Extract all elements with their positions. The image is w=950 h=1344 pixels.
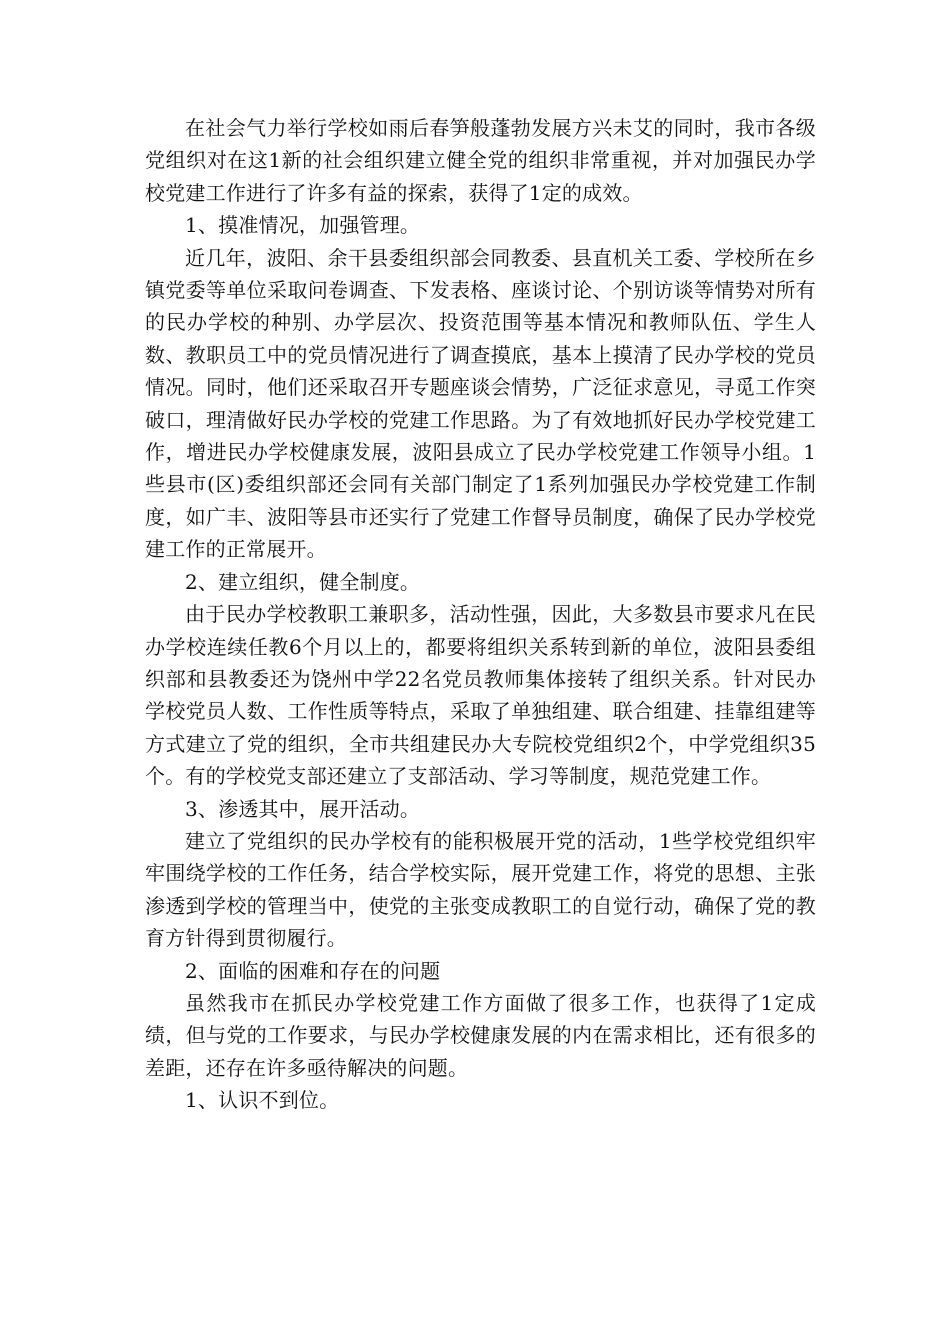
section-heading-problems: 2、面临的困难和存在的问题: [185, 958, 441, 983]
section-heading-1: 1、摸准情况，加强管理。: [185, 213, 421, 238]
paragraph-problems: 虽然我市在抓民办学校党建工作方面做了很多工作，也获得了1定成绩，但与党的工作要求，与民办学校健康发展的内在需求相比，还有很多的差距，还存在许多亟待解决的问题。: [145, 990, 816, 1080]
section-heading-awareness: 1、认识不到位。: [185, 1088, 340, 1113]
section-heading-3: 3、渗透其中，展开活动。: [185, 796, 421, 821]
paragraph-intro: 在社会气力举行学校如雨后春笋般蓬勃发展方兴未艾的同时，我市各级党组织对在这1新的社会组织建立健全党的组织非常重视，并对加强民办学校党建工作进行了许多有益的探索，获得了1定的成效。: [145, 116, 816, 205]
paragraph-survey: 近几年，波阳、余干县委组织部会同教委、县直机关工委、学校所在乡镇党委等单位采取问卷调查、下发表格、座谈讨论、个别访谈等情势对所有的民办学校的种别、办学层次、投资范围等基本情况和教师队伍、学生人数、教职员工中的党员情况进行了调查摸底，基本上摸清了民办学校的党员情况。同时，他们还采取召开专题座谈会情势，广泛征求意见，寻觅工作突破口，理清做好民办学校的党建工作思路。为了有效地抓好民办学校党建工作，增进民办学校健康发展，波阳县成立了民办学校党建工作领导小组。1些县市(区)委组织部还会同有关部门制定了1系列加强民办学校党建工作制度，如广丰、波阳等县市还实行了党建工作督导员制度，确保了民办学校党建工作的正常展开。: [145, 245, 816, 562]
paragraph-activities: 建立了党组织的民办学校有的能积极展开党的活动，1些学校党组织牢牢围绕学校的工作任务，结合学校实际，展开党建工作，将党的思想、主张渗透到学校的管理当中，使党的主张变成教职工的自觉行动，确保了党的教育方针得到贯彻履行。: [145, 828, 816, 951]
paragraph-organization: 由于民办学校教职工兼职多，活动性强，因此，大多数县市要求凡在民办学校连续任教6个月以上的，都要将组织关系转到新的单位，波阳县委组织部和县教委还为饶州中学22名党员教师集体接转了组织关系。针对民办学校党员人数、工作性质等特点，采取了单独组建、联合组建、挂靠组建等方式建立了党的组织，全市共组建民办大专院校党组织2个，中学党组织35个。有的学校党支部还建立了支部活动、学习等制度，规范党建工作。: [145, 602, 816, 789]
section-heading-2: 2、建立组织，健全制度。: [185, 569, 421, 594]
